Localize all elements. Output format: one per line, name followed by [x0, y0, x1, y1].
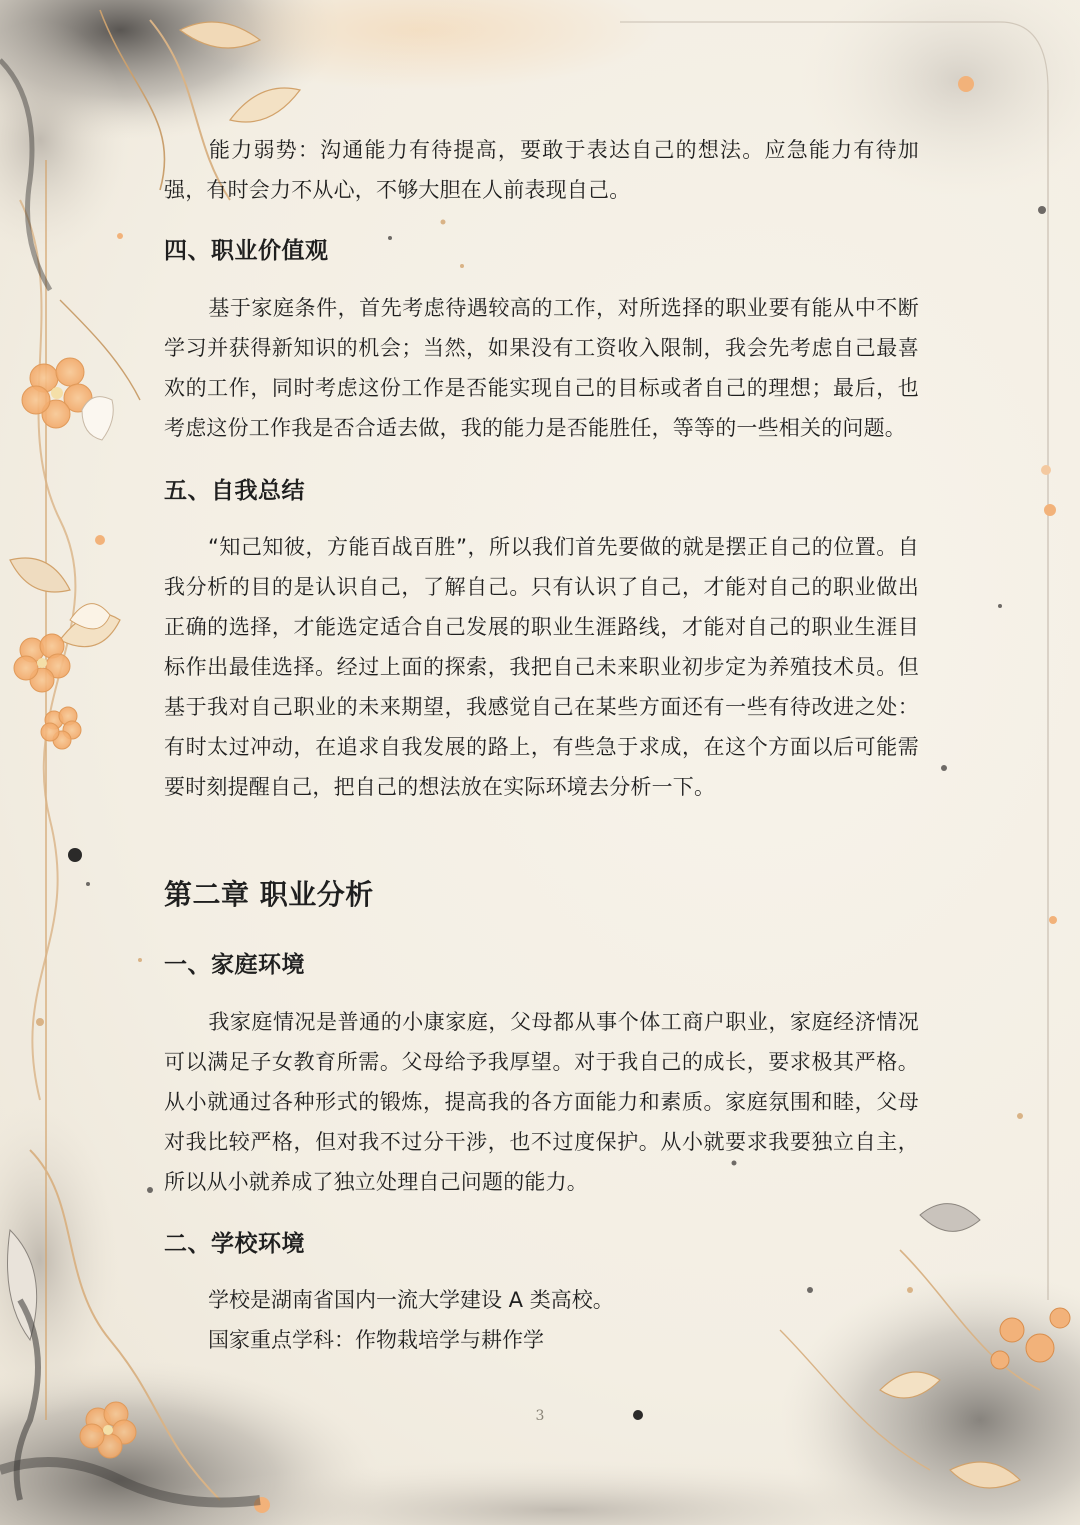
paragraph-weakness: 能力弱势：沟通能力有待提高，要敢于表达自己的想法。应急能力有待加强，有时会力不从心，不够大胆在人前表现自己。 — [164, 138, 919, 202]
section-heading-self-summary: 五、自我总结 — [164, 478, 305, 504]
school-description-line: 学校是湖南省国内一流大学建设 A 类高校。 — [208, 1288, 614, 1312]
paragraph-career-values: 基于家庭条件，首先考虑待遇较高的工作，对所选择的职业要有能从中不断学习并获得新知识的机会；当然，如果没有工资收入限制，我会先考虑自己最喜欢的工作，同时考虑这份工作是否能实现自己的目标或者自己的理想；最后，也考虑这份工作我是否合适去做，我的能力是否能胜任，等等的一些相关的问题。 — [164, 296, 919, 440]
paragraph-family-environment: 我家庭情况是普通的小康家庭，父母都从事个体工商户职业，家庭经济情况可以满足子女教育所需。父母给予我厚望。对于我自己的成长，要求极其严格。从小就通过各种形式的锻炼，提高我的各方面能力和素质。家庭氛围和睦，父母对我比较严格，但对我不过分干涉，也不过度保护。从小就要求我要独立自主，所以从小就养成了独立处理自己问题的能力。 — [164, 1010, 919, 1194]
chapter-heading-career-analysis: 第二章 职业分析 — [164, 878, 374, 911]
section-heading-school-environment: 二、学校环境 — [164, 1231, 305, 1257]
key-discipline-line: 国家重点学科：作物栽培学与耕作学 — [208, 1328, 544, 1352]
page-number: 3 — [535, 1408, 545, 1424]
paragraph-self-summary: “知己知彼，方能百战百胜”，所以我们首先要做的就是摆正自己的位置。自我分析的目的是认识自己，了解自己。只有认识了自己，才能对自己的职业做出正确的选择，才能选定适合自己发展的职业生涯路线，才能对自己的职业生涯目标作出最佳选择。经过上面的探索，我把自己未来职业初步定为养殖技术员。但基于我对自己职业的未来期望，我感觉自己在某些方面还有一些有待改进之处：有时太过冲动，在追求自我发展的路上，有些急于求成，在这个方面以后可能需要时刻提醒自己，把自己的想法放在实际环境去分析一下。 — [164, 535, 919, 799]
section-heading-family-environment: 一、家庭环境 — [164, 952, 305, 978]
section-heading-career-values: 四、职业价值观 — [164, 238, 329, 264]
